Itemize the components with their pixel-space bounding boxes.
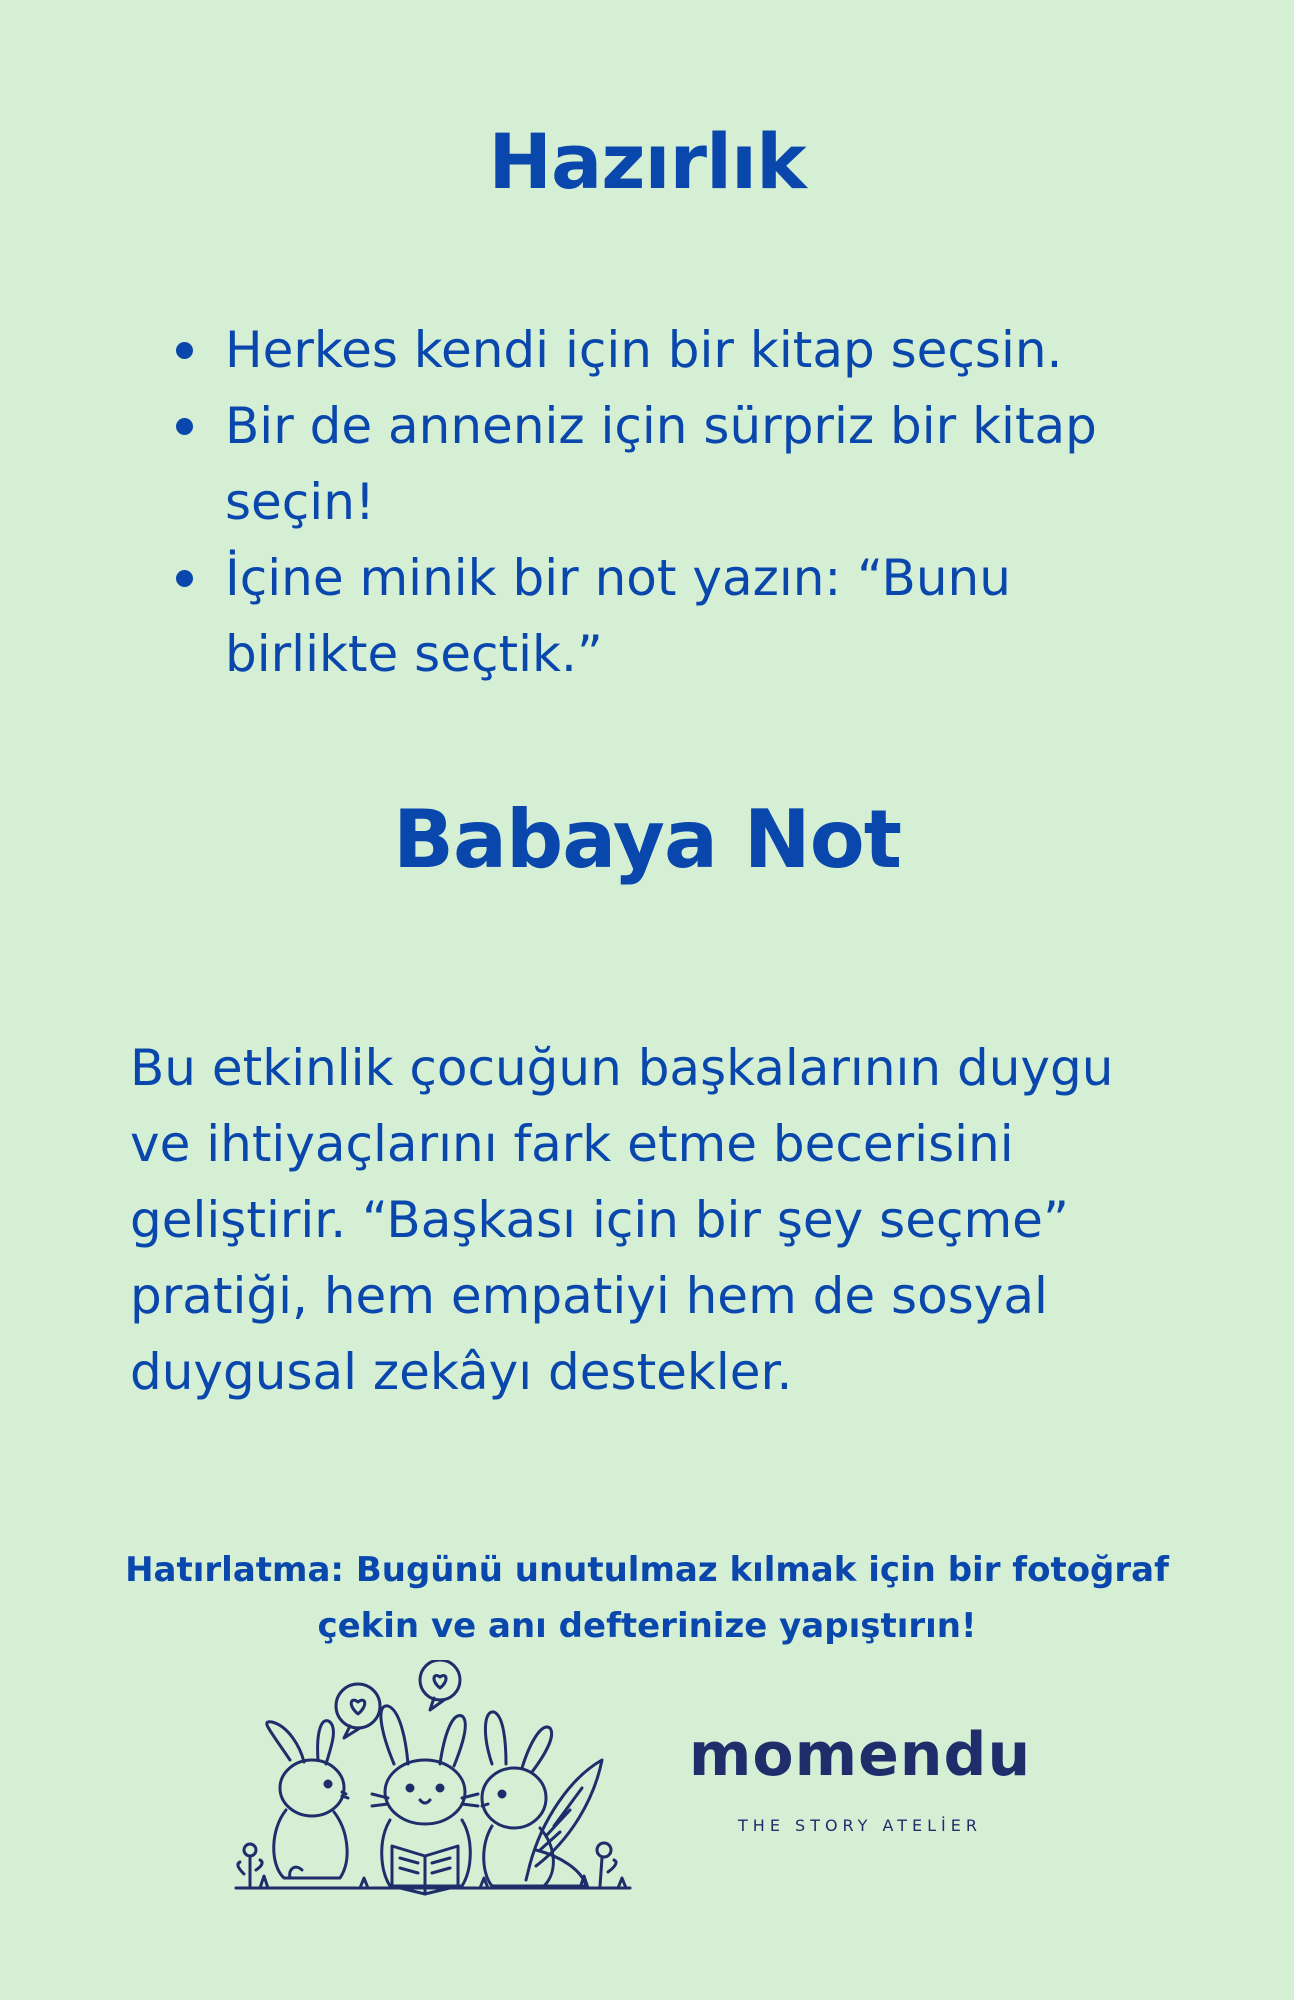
bullet-dot-icon: [176, 342, 193, 359]
preparation-heading: Hazırlık: [488, 117, 806, 206]
list-item: [168, 388, 1128, 540]
list-item: [168, 312, 1128, 388]
brand-logo: momendu: [688, 1720, 1032, 1790]
bullet-dot-icon: [176, 418, 193, 435]
list-item-text: İçine minik bir not yazın: “Bunu birlikte seçtik.”: [225, 549, 1011, 683]
bunnies-reading-illustration-icon: [230, 1660, 640, 1900]
note-body: Bu etkinlik çocuğun başkalarının duygu ve ihtiyaçlarını fark etme becerisini geliştirir. “Başkası için bir şey seçme” pratiği, hem empatiyi hem de sosyal duygusal zekâyı destekler.: [130, 1039, 1114, 1401]
list-item: [168, 540, 1128, 692]
reminder-text: Hatırlatma: Bugünü unutulmaz kılmak için bir fotoğraf çekin ve anı defterinize yapıştırın!: [125, 1550, 1169, 1646]
brand-tagline: THE STORY ATELİER: [738, 1816, 982, 1835]
list-item-text: Bir de anneniz için sürpriz bir kitap seçin!: [225, 397, 1097, 531]
bullet-dot-icon: [176, 570, 193, 587]
list-item-text: Herkes kendi için bir kitap seçsin.: [225, 321, 1063, 379]
preparation-list: [168, 312, 1128, 692]
note-heading: Babaya Not: [393, 793, 901, 886]
